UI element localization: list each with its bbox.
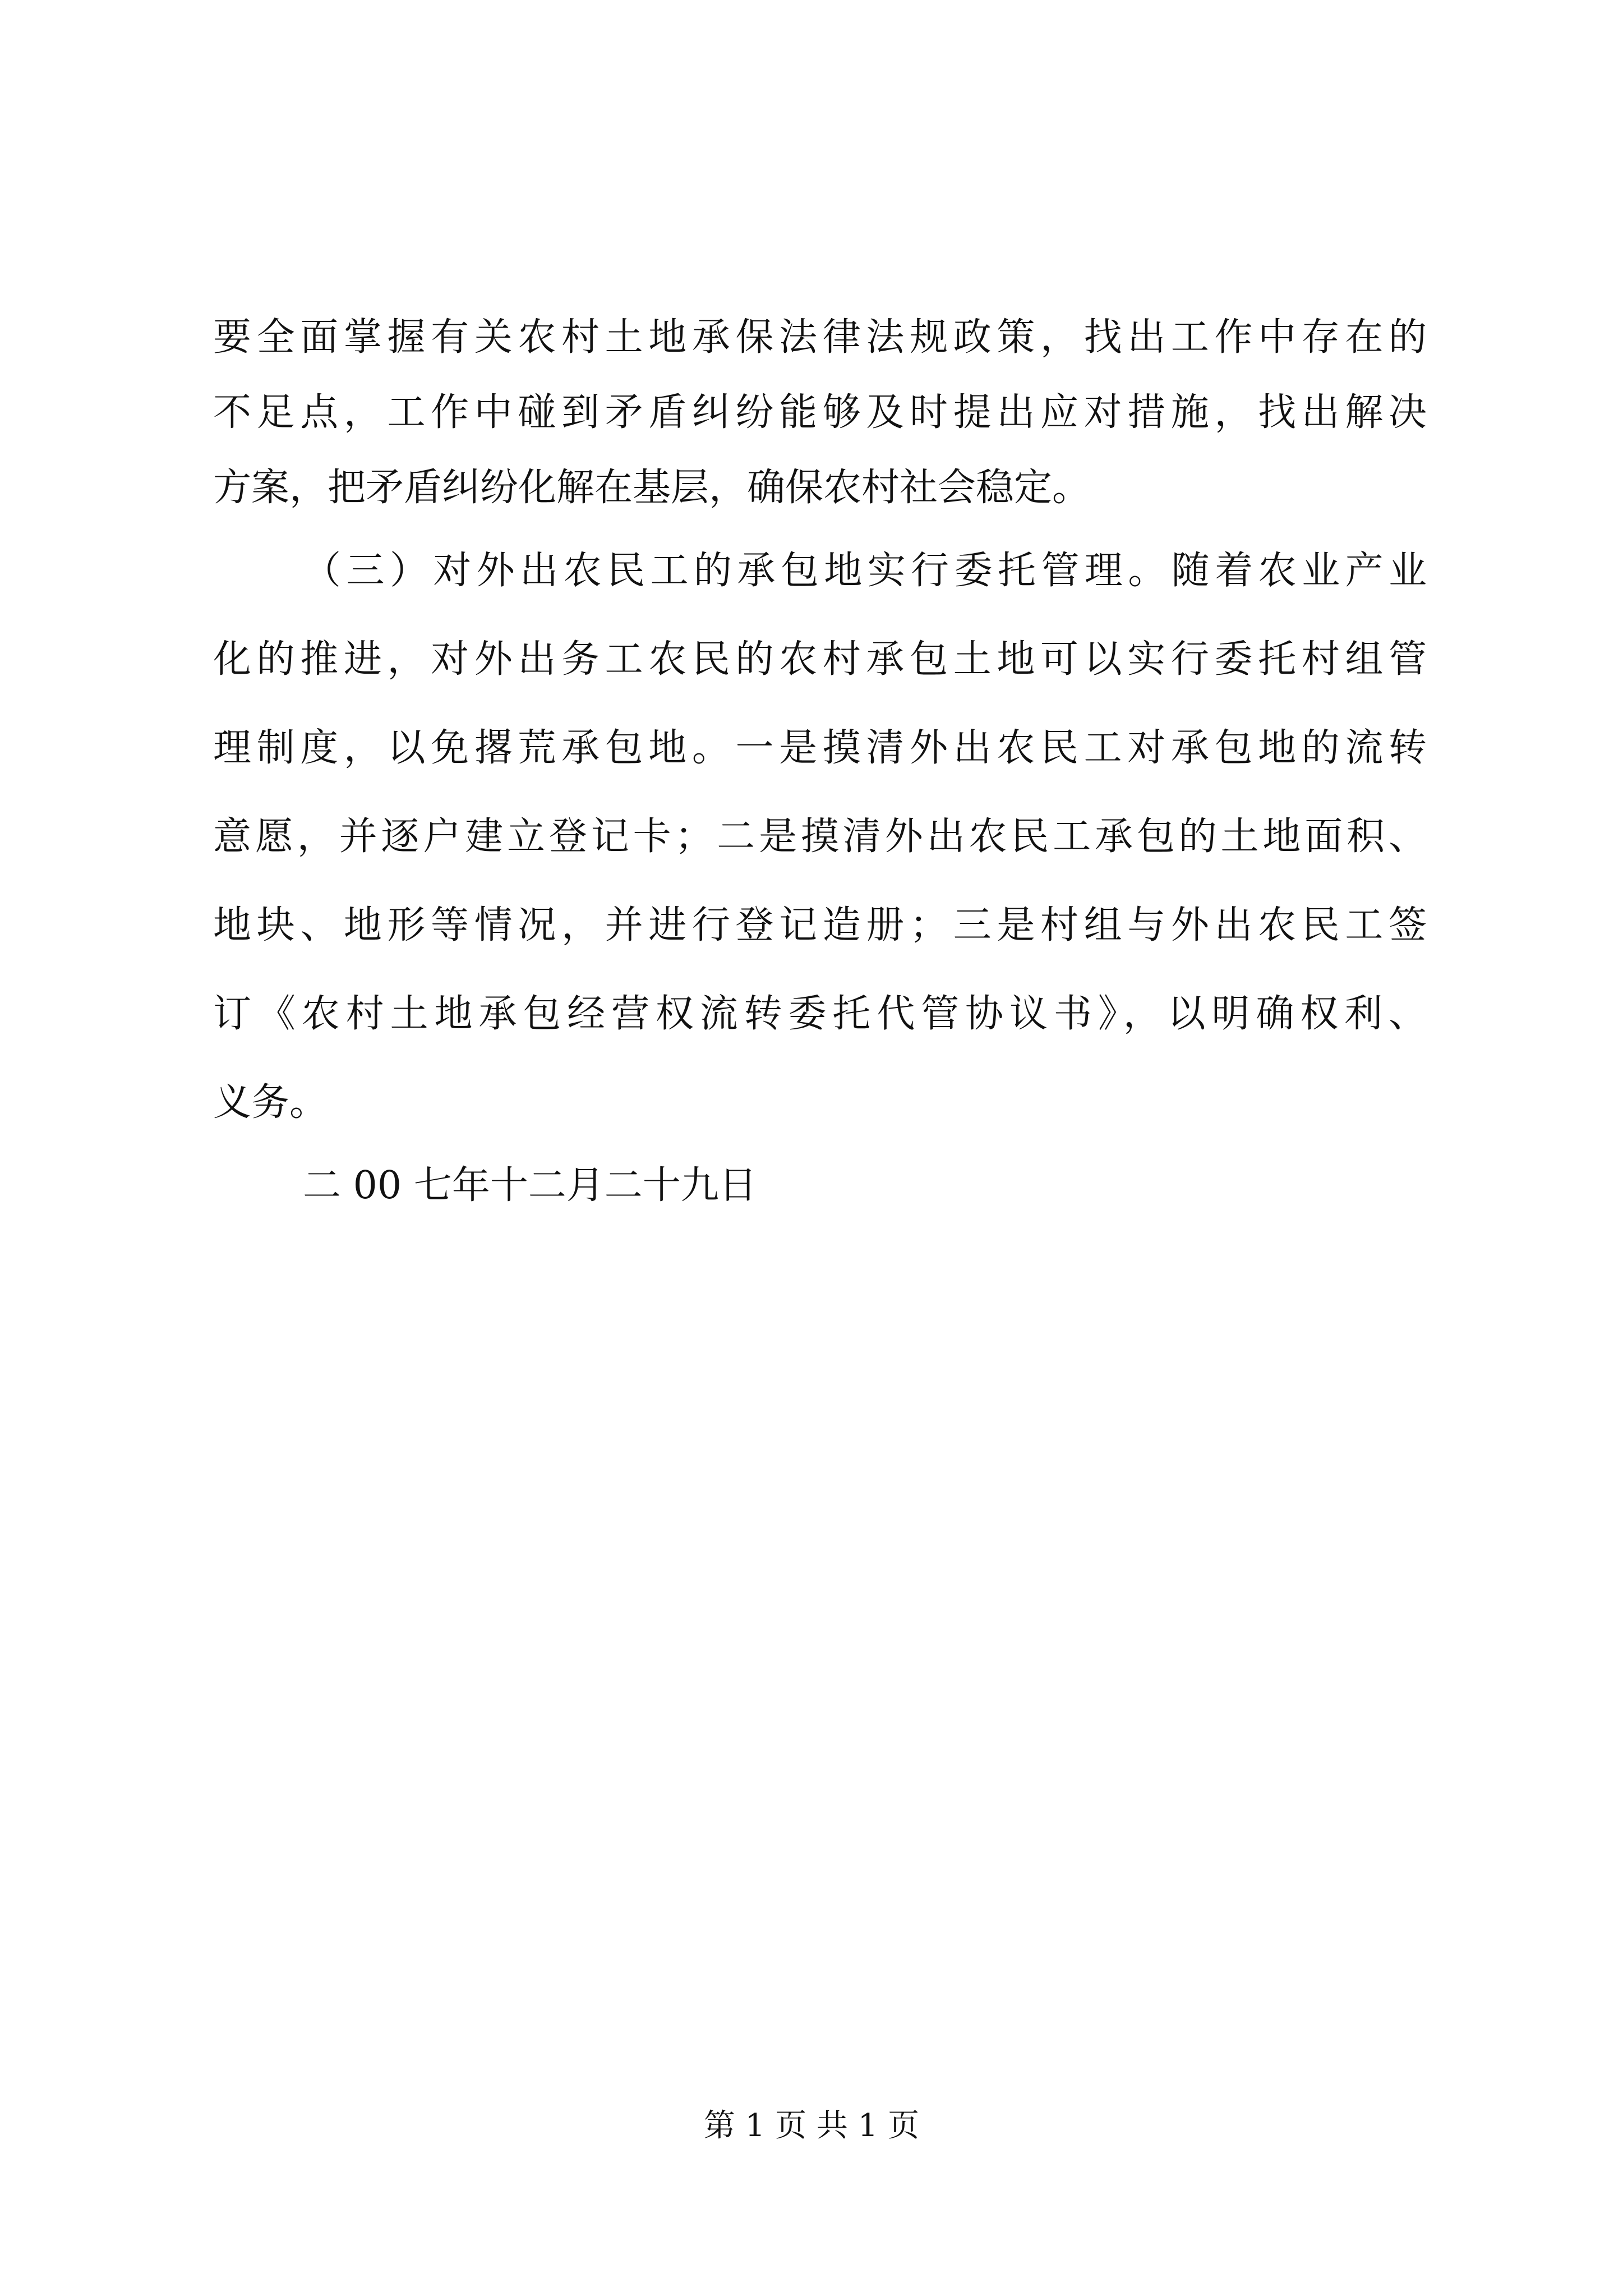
paragraph-1-line-3: 方案，把矛盾纠纷化解在基层，确保农村社会稳定。 xyxy=(213,466,1091,510)
paragraph-2-line-6: 订《农村土地承包经营权流转委托代管协议书》，以明确权利、 xyxy=(213,992,1427,1036)
paragraph-2-line-3: 理制度，以免撂荒承包地。一是摸清外出农民工对承包地的流转 xyxy=(213,726,1427,770)
page-number-footer: 第 1 页 共 1 页 xyxy=(703,2108,920,2144)
paragraph-2-line-7: 义务。 xyxy=(213,1080,328,1125)
paragraph-2-line-1: （三）对外出农民工的承包地实行委托管理。随着农业产业 xyxy=(303,549,1427,593)
paragraph-2-line-5: 地块、地形等情况，并进行登记造册；三是村组与外出农民工签 xyxy=(213,903,1427,947)
paragraph-2-line-4: 意愿，并逐户建立登记卡；二是摸清外出农民工承包的土地面积、 xyxy=(213,815,1427,859)
paragraph-1-line-1: 要全面掌握有关农村土地承保法律法规政策，找出工作中存在的 xyxy=(213,315,1427,360)
paragraph-1-line-2: 不足点，工作中碰到矛盾纠纷能够及时提出应对措施，找出解决 xyxy=(213,390,1427,435)
date-line: 二 00 七年十二月二十九日 xyxy=(303,1163,757,1208)
paragraph-2-line-2: 化的推进，对外出务工农民的农村承包土地可以实行委托村组管 xyxy=(213,637,1427,682)
